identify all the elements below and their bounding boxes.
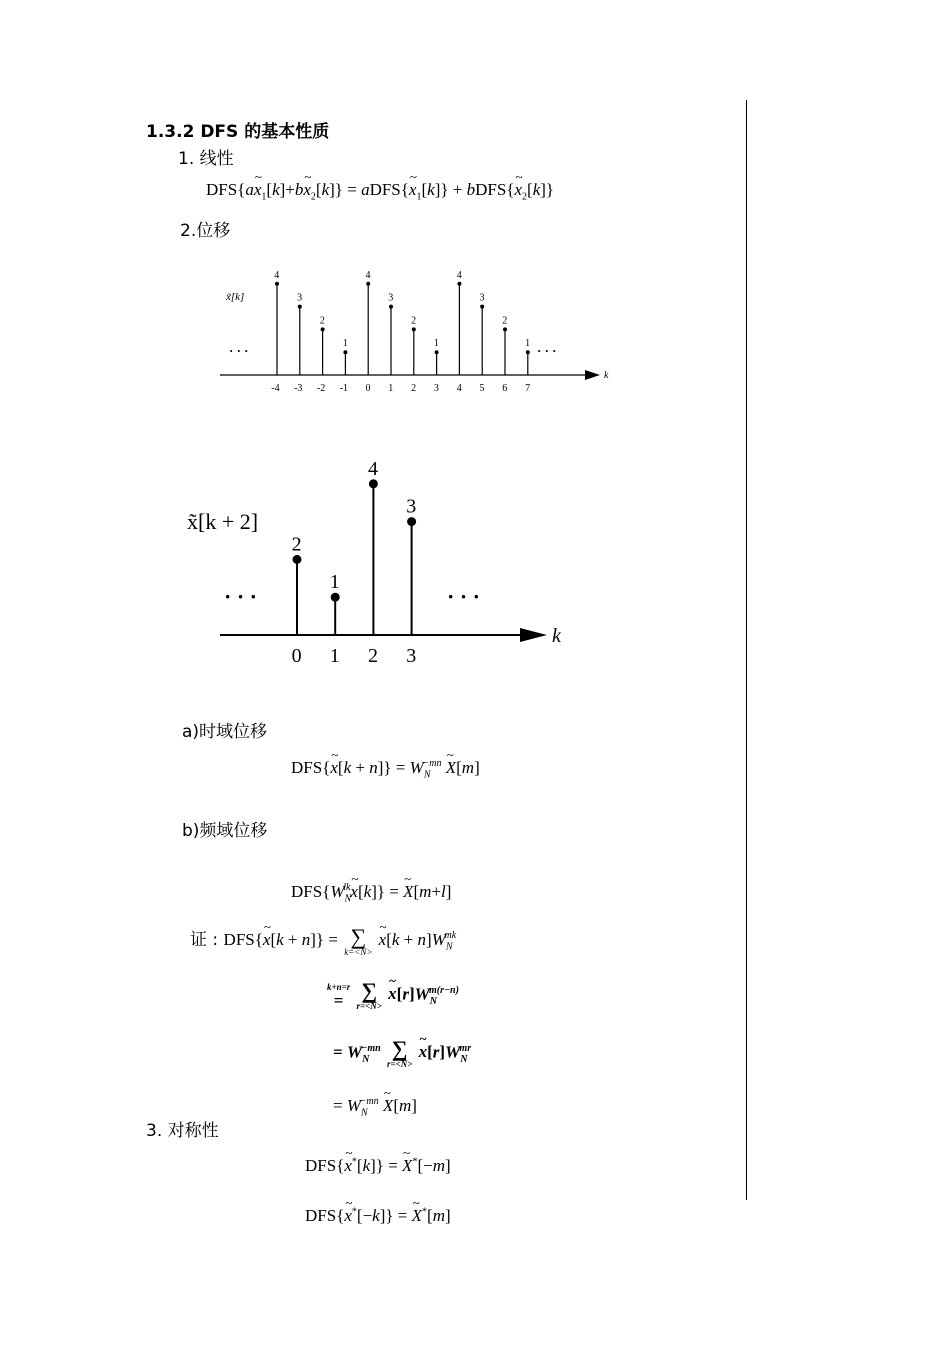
x-tick-label: 0 bbox=[291, 645, 302, 667]
eq-proof-2: k+n=r = ∑ r=<N> ~ $x[r]W_N^{m(r-n)}$ bbox=[327, 980, 459, 1011]
stem-plot-2-right-dots: · · · bbox=[447, 584, 481, 609]
stem-plot-1-right-dots: · · · bbox=[537, 343, 557, 358]
stem-plot-2-ylabel: x̃[k + 2] bbox=[187, 509, 259, 534]
eq-freq-shift: $DFS\{W_N^{lk}\sim$ x[k]} = ~ X[m+l] bbox=[291, 882, 451, 904]
stem-value-label: 4 bbox=[456, 269, 462, 281]
item-linearity: 1. 线性 bbox=[178, 149, 234, 169]
stem-plot-1-left-dots: · · · bbox=[229, 343, 249, 358]
stem-plot-2-arrow bbox=[520, 628, 547, 642]
x-tick-label: 6 bbox=[502, 383, 508, 394]
item-freq-shift: b)频域位移 bbox=[182, 821, 268, 841]
eq-proof-3: = $W_N^{-mn}$ ∑ r=<N> ~ $x[r]W_N^{mr}$ bbox=[333, 1038, 471, 1069]
x-tick-label: 2 bbox=[368, 645, 378, 667]
item-time-shift: a)时域位移 bbox=[182, 722, 268, 742]
stem-value-label: 3 bbox=[297, 292, 303, 304]
eq-symmetry-1: DFS{~ x*[k]} = ~ X*[−m] bbox=[305, 1156, 451, 1176]
x-tick-label: -1 bbox=[339, 383, 349, 394]
x-tick-label: 1 bbox=[329, 645, 340, 667]
stem-point bbox=[331, 593, 340, 602]
stem-value-label: 1 bbox=[342, 338, 348, 350]
stem-point bbox=[407, 517, 416, 526]
x-tick-label: 1 bbox=[388, 383, 394, 394]
stem-value-label: 2 bbox=[411, 315, 417, 327]
eq-proof-1: 证 : DFS{~ x[k + n]} = ∑ k=<N> ~ $x[k + n]W_N^{mk}$ bbox=[190, 925, 456, 957]
x-tick-label: 0 bbox=[365, 383, 371, 394]
x-tick-label: -3 bbox=[294, 383, 303, 394]
eq-symmetry-2: DFS{~ x*[−k]} = ~ X*[m] bbox=[305, 1206, 451, 1226]
x-tick-label: 3 bbox=[433, 383, 439, 394]
stem-value-label: 2 bbox=[291, 533, 302, 556]
stem-point bbox=[293, 555, 302, 564]
stem-value-label: 1 bbox=[433, 338, 439, 350]
x-tick-label: -4 bbox=[271, 383, 280, 394]
stem-value-label: 4 bbox=[365, 269, 371, 281]
stem-plot-1-xlabel: k bbox=[604, 370, 609, 381]
x-tick-label: 4 bbox=[456, 383, 462, 394]
eq-linearity: DFS{a~ $x_1[k]+b\sim$ $x_2[k]$} = aDFS{~ $x_1[k]$} + bDFS{~ $x_2[k]$} bbox=[206, 180, 554, 202]
item-shift: 2.位移 bbox=[180, 221, 231, 241]
proof-prefix: 证 : bbox=[190, 930, 224, 950]
item-symmetry: 3. 对称性 bbox=[146, 1121, 219, 1141]
stem-plot-2-xlabel: k bbox=[552, 625, 561, 647]
stem-value-label: 4 bbox=[274, 269, 280, 281]
eq-proof-4: = $W_N^{-mn}$ ~ X[m] bbox=[333, 1096, 417, 1118]
stem-value-label: 3 bbox=[479, 292, 485, 304]
stem-value-label: 1 bbox=[329, 571, 340, 594]
x-tick-label: 7 bbox=[525, 383, 531, 394]
x-tick-label: 2 bbox=[411, 383, 417, 394]
eq-time-shift: DFS{~ $x[k + n]\} = W_N^{-mn}$ ~ X[m] bbox=[291, 758, 480, 780]
stem-value-label: 1 bbox=[525, 338, 531, 350]
x-tick-label: -2 bbox=[316, 383, 326, 394]
x-tick-label: 5 bbox=[479, 383, 485, 394]
stem-plot-1-ylabel: x̃[k] bbox=[226, 291, 245, 303]
x-tick-label: 3 bbox=[406, 645, 417, 667]
stem-value-label: 3 bbox=[406, 495, 417, 518]
stem-value-label: 2 bbox=[502, 315, 508, 327]
stem-plot-2-left-dots: · · · bbox=[224, 584, 258, 609]
section-heading: 1.3.2 DFS 的基本性质 bbox=[146, 122, 330, 142]
stem-value-label: 2 bbox=[319, 315, 325, 327]
stem-value-label: 3 bbox=[388, 292, 394, 304]
stem-point bbox=[369, 479, 378, 488]
stem-value-label: 4 bbox=[368, 457, 378, 480]
